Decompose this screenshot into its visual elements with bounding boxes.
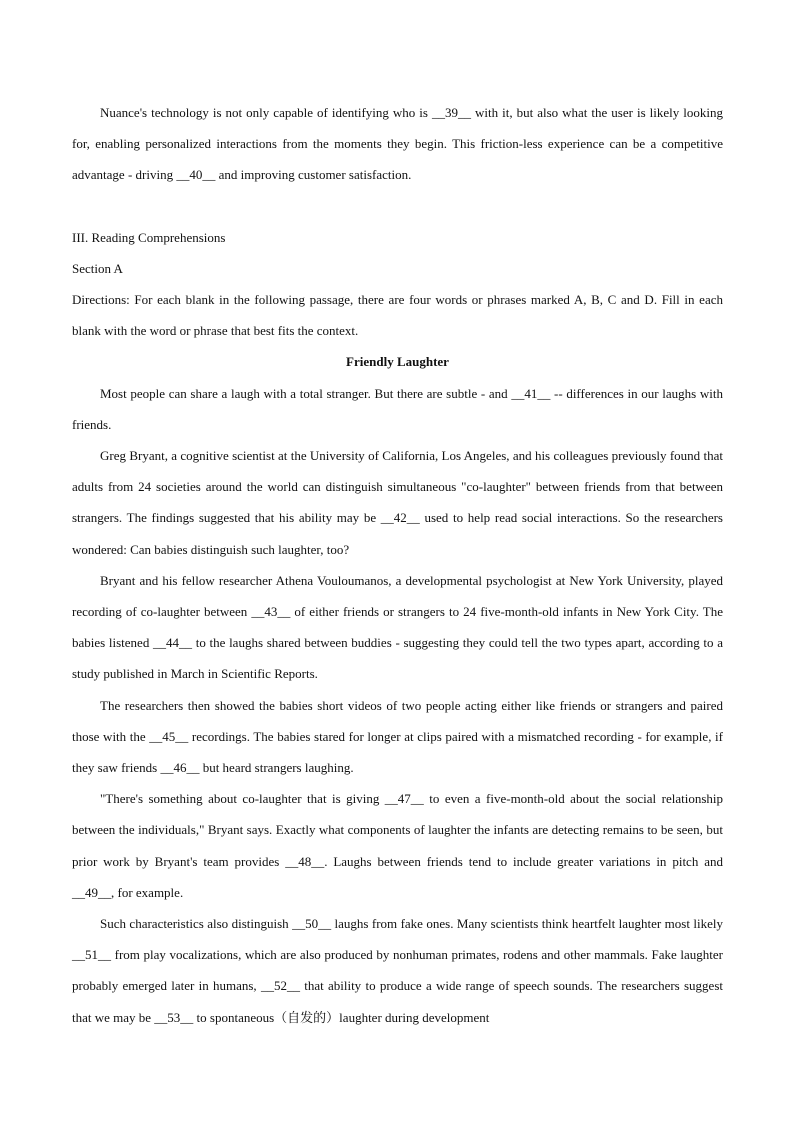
section-label: Section A [72, 260, 123, 276]
passage-paragraph-4: The researchers then showed the babies short videos of two people acting either like friends or strangers and paired those with the __45__ recordings. The babies stared for longer at clips paired with a mismatched recording - for example, if they saw friends __46__ but heard strangers laughing. [72, 697, 723, 776]
passage-paragraph-3: Bryant and his fellow researcher Athena Vouloumanos, a developmental psychologist at New York University, played recording of co-laughter between __43__ of either friends or strangers to 24 five-month-old infants in New York City. The babies listened __44__ to the laughs shared between buddies - suggesting they could tell the two types apart, according to a study published in March in Scientific Reports. [72, 572, 723, 682]
directions-text: Directions: For each blank in the following passage, there are four words or phrases marked A, B, C and D. Fill in each blank with the word or phrase that best fits the context. [72, 292, 723, 339]
passage-paragraph-6: Such characteristics also distinguish __50__ laughs from fake ones. Many scientists think heartfelt laughter most likely __51__ from play vocalizations, which are also produced by nonhuman primates, rodens and other mammals. Fake laughter probably emerged later in humans, __52__ that ability to produce a wide range of speech sounds. The researchers suggest that we may be __53__ to spontaneous（自发的）laughter during development [72, 916, 723, 1025]
passage-paragraph-5: "There's something about co-laughter that is giving __47__ to even a five-month-old about the social relationship between the individuals," Bryant says. Exactly what components of laughter the infants are detecting remains to be seen, but prior work by Bryant's team provides __48__. Laughs between friends tend to include greater variations in pitch and __49__, for example. [72, 791, 723, 900]
intro-paragraph: Nuance's technology is not only capable of identifying who is __39__ with it, but also what the user is likely looking for, enabling personalized interactions from the moments they begin. This friction-less experience can be a competitive advantage - driving __40__ and improving customer satisfaction. [72, 105, 723, 183]
spacer [72, 191, 723, 222]
document-page [72, 97, 723, 1033]
passage-title: Friendly Laughter [346, 354, 449, 370]
passage-paragraph-1: Most people can share a laugh with a total stranger. But there are subtle - and __41__ -- differences in our laughs with friends. [72, 385, 723, 432]
section-heading: III. Reading Comprehensions [72, 229, 226, 245]
passage-paragraph-2: Greg Bryant, a cognitive scientist at the University of California, Los Angeles, and his colleagues previously found that adults from 24 societies around the world can distinguish simultaneous "co-laughter" between friends from that between strangers. The findings suggested that his ability may be __42__ used to help read social interactions. So the researchers wondered: Can babies distinguish such laughter, too? [72, 448, 723, 557]
